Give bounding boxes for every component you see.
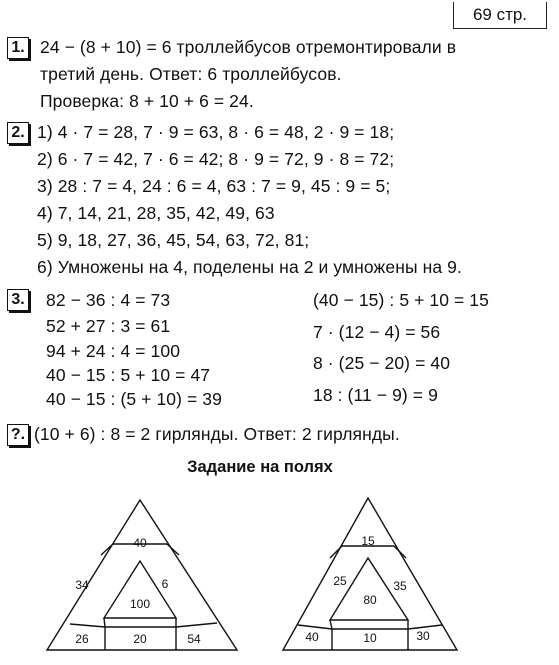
task-3-right-4: 18 : (11 − 9) = 9 — [313, 385, 438, 405]
triangle-2-bottom-right-value: 30 — [416, 629, 430, 643]
task-3-left-4: 40 − 15 : 5 + 10 = 47 — [46, 365, 211, 385]
task-3-right-1: (40 − 15) : 5 + 10 = 15 — [313, 290, 489, 310]
margin-task-title: Задание на полях — [187, 458, 333, 476]
triangle-2-right-value: 35 — [393, 579, 407, 593]
task-3-right-3: 8 · (25 − 20) = 40 — [313, 353, 451, 373]
task-3-right-2: 7 · (12 − 4) = 56 — [313, 322, 441, 342]
task-2-line-6: 6) Умножены на 4, поделены на 2 и умножены на 9. — [37, 257, 462, 277]
triangle-1-left-value: 34 — [75, 578, 89, 592]
triangle-2-top-value: 15 — [361, 534, 375, 548]
triangle-1-bottom-mid-value: 20 — [133, 632, 147, 646]
triangle-1-bottom-left-value: 26 — [75, 632, 89, 646]
triangle-1-center-value: 100 — [129, 597, 151, 611]
triangle-2-outline — [283, 498, 457, 650]
task-2-line-5: 5) 9, 18, 27, 36, 45, 54, 63, 72, 81; — [37, 230, 310, 250]
task-question-text: (10 + 6) : 8 = 2 гирлянды. Ответ: 2 гирлянды. — [34, 424, 400, 444]
triangle-2-bottom-mid-value: 10 — [363, 631, 377, 645]
task-1-line-3: Проверка: 8 + 10 + 6 = 24. — [40, 91, 254, 111]
triangle-2-bottom-left-value: 40 — [305, 630, 319, 644]
task-3-left-2: 52 + 27 : 3 = 61 — [46, 316, 171, 336]
task-question-number: ?. — [7, 424, 29, 446]
task-2-number: 2. — [7, 122, 29, 144]
task-2-line-3: 3) 28 : 7 = 4, 24 : 6 = 4, 63 : 7 = 9, 45 : 9 = 5; — [37, 176, 391, 196]
task-2-line-2: 2) 6 · 7 = 42, 7 · 6 = 42; 8 · 9 = 72, 9 · 8 = 72; — [37, 149, 395, 169]
task-2-line-1: 1) 4 · 7 = 28, 7 · 9 = 63, 8 · 6 = 48, 2 · 9 = 18; — [37, 122, 395, 142]
task-1-line-2: третий день. Ответ: 6 троллейбусов. — [40, 64, 342, 84]
triangle-2-center-value: 80 — [363, 593, 377, 607]
task-1-line-1: 24 − (8 + 10) = 6 троллейбусов отремонтировали в — [40, 37, 457, 57]
triangle-puzzle-1 — [40, 496, 270, 656]
triangle-1-right-value: 6 — [161, 577, 169, 591]
task-3-left-3: 94 + 24 : 4 = 100 — [46, 341, 181, 361]
task-3-number: 3. — [7, 289, 29, 311]
page-number: 69 стр. — [453, 2, 547, 29]
task-2-line-4: 4) 7, 14, 21, 28, 35, 42, 49, 63 — [37, 203, 275, 223]
triangle-2-left-value: 25 — [333, 574, 347, 588]
task-3-left-1: 82 − 36 : 4 = 73 — [46, 290, 171, 310]
triangle-1-bottom-right-value: 54 — [187, 632, 201, 646]
task-1-number: 1. — [7, 37, 29, 59]
task-3-left-5: 40 − 15 : (5 + 10) = 39 — [46, 389, 222, 409]
triangle-1-top-value: 40 — [133, 536, 147, 550]
triangle-puzzle-2 — [270, 496, 470, 656]
